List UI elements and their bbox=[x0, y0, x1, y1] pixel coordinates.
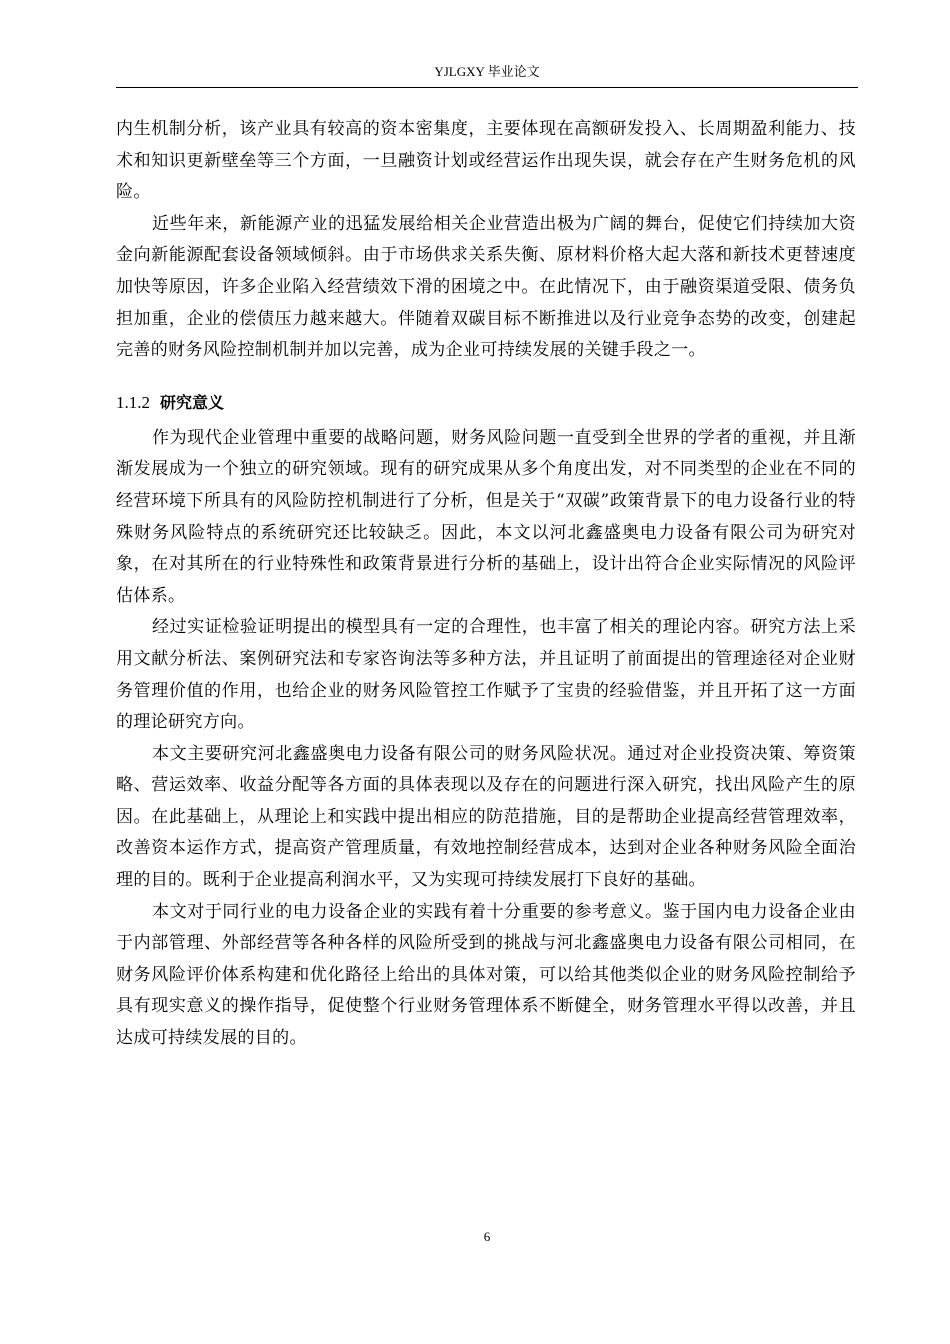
section-title: 研究意义 bbox=[160, 392, 225, 412]
paragraph-continued: 内生机制分析，该产业具有较高的资本密集度，主要体现在高额研发投入、长周期盈利能力、技术和知识更新壁垒等三个方面，一旦融资计划或经营运作出现失误，就会存在产生财务危机的风险。 bbox=[116, 119, 856, 203]
page-number: 6 bbox=[483, 1229, 491, 1244]
paragraph: 作为现代企业管理中重要的战略问题，财务风险问题一直受到全世界的学者的重视，并且渐渐发展成为一个独立的研究领域。现有的研究成果从多个角度出发，对不同类型的企业在不同的经营环境下所具有的风险防控机制进行了分析，但是关于“双碳”政策背景下的电力设备行业的特殊财务风险特点的系统研究还比较缺乏。因此，本文以河北鑫盛奥电力设备有限公司为研究对象，在对其所在的行业特殊性和政策背景进行分析的基础上，设计出符合企业实际情况的风险评估体系。 bbox=[116, 427, 856, 606]
paragraph: 本文主要研究河北鑫盛奥电力设备有限公司的财务风险状况。通过对企业投资决策、筹资策略、营运效率、收益分配等各方面的具体表现以及存在的问题进行深入研究，找出风险产生的原因。在此基础上，从理论上和实践中提出相应的防范措施，目的是帮助企业提高经营管理效率，改善资本运作方式，提高资产管理质量，有效地控制经营成本，达到对企业各种财务风险全面治理的目的。既利于企业提高利润水平，又为实现可持续发展打下良好的基础。 bbox=[116, 743, 856, 891]
page-header-title: YJLGXY 毕业论文 bbox=[434, 64, 540, 79]
paragraph: 经过实证检验证明提出的模型具有一定的合理性，也丰富了相关的理论内容。研究方法上采用文献分析法、案例研究法和专家咨询法等多种方法，并且证明了前面提出的管理途径对企业财务管理价值的作用，也给企业的财务风险管控工作赋予了宝贵的经验借鉴，并且开拓了这一方面的理论研究方向。 bbox=[116, 617, 856, 733]
document-body bbox=[116, 114, 856, 1055]
section-heading bbox=[116, 387, 856, 419]
header-divider bbox=[116, 87, 858, 88]
paragraph: 近些年来，新能源产业的迅猛发展给相关企业营造出极为广阔的舞台，促使它们持续加大资金向新能源配套设备领域倾斜。由于市场供求关系失衡、原材料价格大起大落和新技术更替速度加快等原因，许多企业陷入经营绩效下滑的困境之中。在此情况下，由于融资渠道受限、债务负担加重，企业的偿债压力越来越大。伴随着双碳目标不断推进以及行业竞争态势的改变，创建起完善的财务风险控制机制并加以完善，成为企业可持续发展的关键手段之一。 bbox=[116, 213, 856, 361]
section-number: 1.1.2 bbox=[116, 392, 150, 412]
paragraph: 本文对于同行业的电力设备企业的实践有着十分重要的参考意义。鉴于国内电力设备企业由于内部管理、外部经营等各种各样的风险所受到的挑战与河北鑫盛奥电力设备有限公司相同，在财务风险评价体系构建和优化路径上给出的具体对策，可以给其他类似企业的财务风险控制给予具有现实意义的操作指导，促使整个行业财务管理体系不断健全，财务管理水平得以改善，并且达成可持续发展的目的。 bbox=[116, 901, 856, 1049]
